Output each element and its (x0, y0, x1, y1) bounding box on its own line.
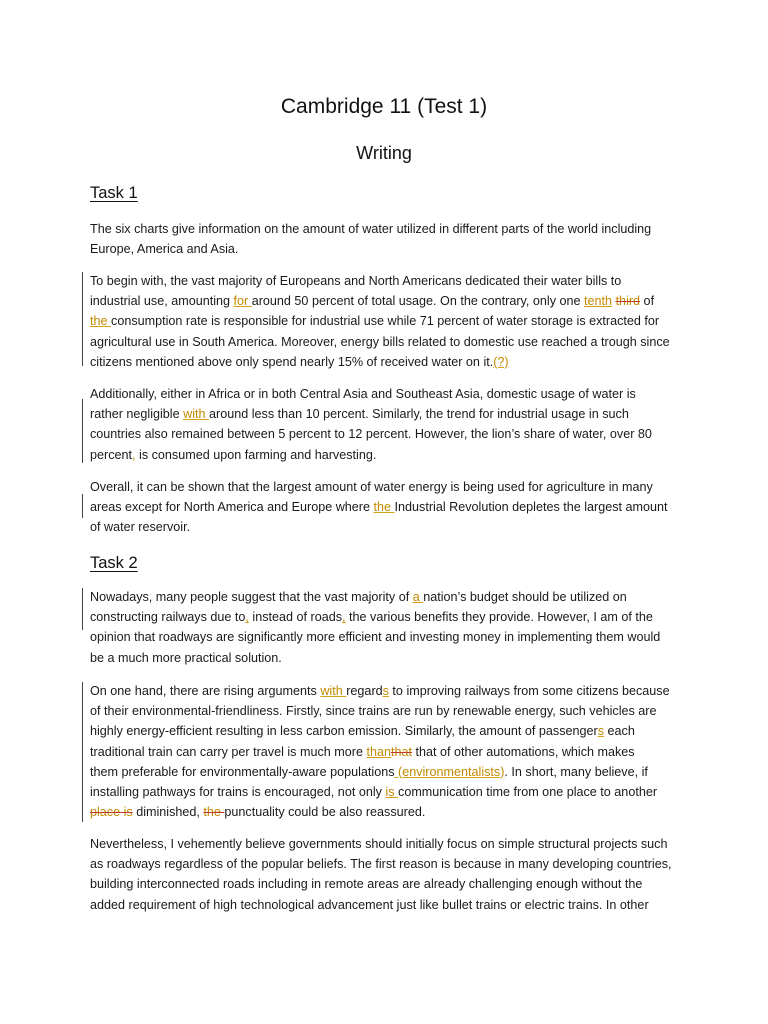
text-run: areas except for North America and Europe where (90, 500, 374, 515)
text-run: highly energy-efficient resulting in less carbon emission. Similarly, the amount of passenger (90, 724, 598, 739)
tracked-insertion: the (90, 314, 112, 329)
text-line: countries also remained between 5 percent to 12 percent. However, the lion’s share of water, over 80 (90, 427, 652, 442)
tracked-insertion: s (382, 684, 389, 698)
text-run: On one hand, there are rising arguments (90, 684, 321, 698)
text-run: around less than 10 percent. Similarly, the trend for industrial usage in such (209, 407, 629, 422)
text-line: agricultural use in South America. Moreover, energy bills related to domestic use reached a trough since (90, 334, 670, 349)
text-line (90, 762, 680, 782)
change-bar (82, 682, 83, 822)
text-run: constructing railways due to (90, 610, 246, 625)
text-run: traditional train can carry per travel is much more (90, 744, 367, 759)
tracked-insertion: than (366, 744, 391, 759)
text-line: Additionally, either in Africa or in both Central Asia and Southeast Asia, domestic usage of water is (90, 387, 636, 401)
document-subtitle: Writing (356, 143, 412, 163)
tracked-insertion: (environmentalists) (394, 764, 505, 779)
tracked-deletion: third (615, 294, 641, 309)
text-run: consumption rate is responsible for industrial use while 71 percent of water storage is extracted for (111, 314, 660, 329)
text-run: rather negligible (90, 407, 184, 422)
text-line (90, 681, 680, 701)
tracked-insertion: (?) (493, 354, 509, 369)
task1-paragraph-4 (90, 477, 680, 538)
task1-paragraph-2 (90, 271, 680, 372)
tracked-insertion: with (320, 684, 347, 698)
text-line: Overall, it can be shown that the largest amount of water energy is being used for agriculture in many (90, 480, 653, 494)
text-run: Nowadays, many people suggest that the vast majority of (90, 590, 413, 604)
text-line (90, 291, 680, 311)
text-line: of water reservoir. (90, 520, 191, 535)
text-run: regard (346, 684, 383, 698)
task1-heading: Task 1 (90, 184, 138, 202)
task2-paragraph-1 (90, 587, 680, 668)
text-line: To begin with, the vast majority of Europeans and North Americans dedicated their water bills to (90, 274, 622, 288)
text-run: punctuality could be also reassured. (224, 805, 426, 820)
text-line (90, 311, 680, 331)
tracked-insertion: , (132, 447, 136, 462)
text-line (90, 404, 680, 424)
text-run: to improving railways from some citizens because (388, 684, 670, 698)
change-bar (82, 588, 83, 630)
change-bar (82, 272, 83, 366)
tracked-insertion: tenth (584, 294, 613, 309)
tracked-deletion: that (390, 744, 412, 759)
text-line: Europe, America and Asia. (90, 242, 239, 257)
text-run: diminished, (132, 805, 204, 820)
text-run: instead of roads (248, 610, 343, 625)
text-line: Nevertheless, I vehemently believe governments should initially focus on simple structural projects such (90, 837, 668, 851)
text-run: around 50 percent of total usage. On the contrary, only one (251, 294, 585, 309)
text-run: the various benefits they provide. However, I am of the (345, 610, 653, 625)
text-line: of their environmental-friendliness. Firstly, since trains are run by renewable energy, such vehicles are (90, 704, 657, 719)
tracked-insertion: with (183, 407, 210, 422)
text-run: percent (90, 447, 133, 462)
tracked-insertion: is (385, 784, 399, 799)
text-line (90, 742, 680, 762)
change-bar (82, 399, 83, 463)
tracked-insertion: s (597, 724, 605, 739)
text-line (90, 352, 680, 372)
text-line (90, 497, 680, 517)
text-line: as roadways regardless of the popular beliefs. The first reason is because in many developing countries, (90, 857, 672, 872)
text-run: them preferable for environmentally-aware populations (90, 764, 395, 779)
text-line: be a much more practical solution. (90, 650, 282, 665)
task2-paragraph-3 (90, 834, 680, 915)
text-run: citizens mentioned above only spend nearly 15% of received water on it. (90, 354, 494, 369)
text-run: industrial use, amounting (90, 294, 234, 309)
text-line (90, 587, 680, 607)
text-line (90, 445, 680, 465)
text-run: each (604, 724, 635, 739)
text-line (90, 721, 680, 741)
task1-paragraph-1 (90, 219, 680, 259)
text-run: nation’s budget should be utilized on (423, 590, 627, 604)
text-line (90, 802, 680, 822)
tracked-deletion: place is (90, 805, 133, 820)
document-title: Cambridge 11 (Test 1) (280, 95, 488, 118)
tracked-insertion: for (233, 294, 252, 309)
text-run: that of other automations, which makes (412, 744, 635, 759)
text-run: of (640, 294, 655, 309)
text-line: The six charts give information on the amount of water utilized in different parts of the world including (90, 222, 652, 236)
tracked-insertion: , (342, 610, 346, 625)
tracked-deletion: the (203, 805, 225, 820)
tracked-insertion: the (373, 500, 395, 515)
text-line: opinion that roadways are significantly more efficient and investing money in implementing them would (90, 630, 661, 645)
text-run: communication time from one place to another (398, 784, 658, 799)
text-line: building interconnected roads including in remote areas are already challenging enough without the (90, 877, 643, 892)
text-run: Industrial Revolution depletes the largest amount (394, 500, 668, 515)
text-run: . In short, many believe, if (504, 764, 648, 779)
text-run: is consumed upon farming and harvesting. (135, 447, 377, 462)
task2-heading: Task 2 (90, 554, 138, 572)
task2-paragraph-2 (90, 681, 680, 822)
change-bar (82, 494, 83, 518)
text-line: added requirement of high technological advancement just like bullet trains or electric trains. In other (90, 897, 649, 912)
tracked-insertion: , (245, 610, 249, 625)
text-line (90, 782, 680, 802)
task1-paragraph-3 (90, 384, 680, 465)
text-run: installing pathways for trains is encouraged, not only (90, 784, 386, 799)
text-line (90, 607, 680, 627)
tracked-insertion: a (412, 590, 424, 604)
